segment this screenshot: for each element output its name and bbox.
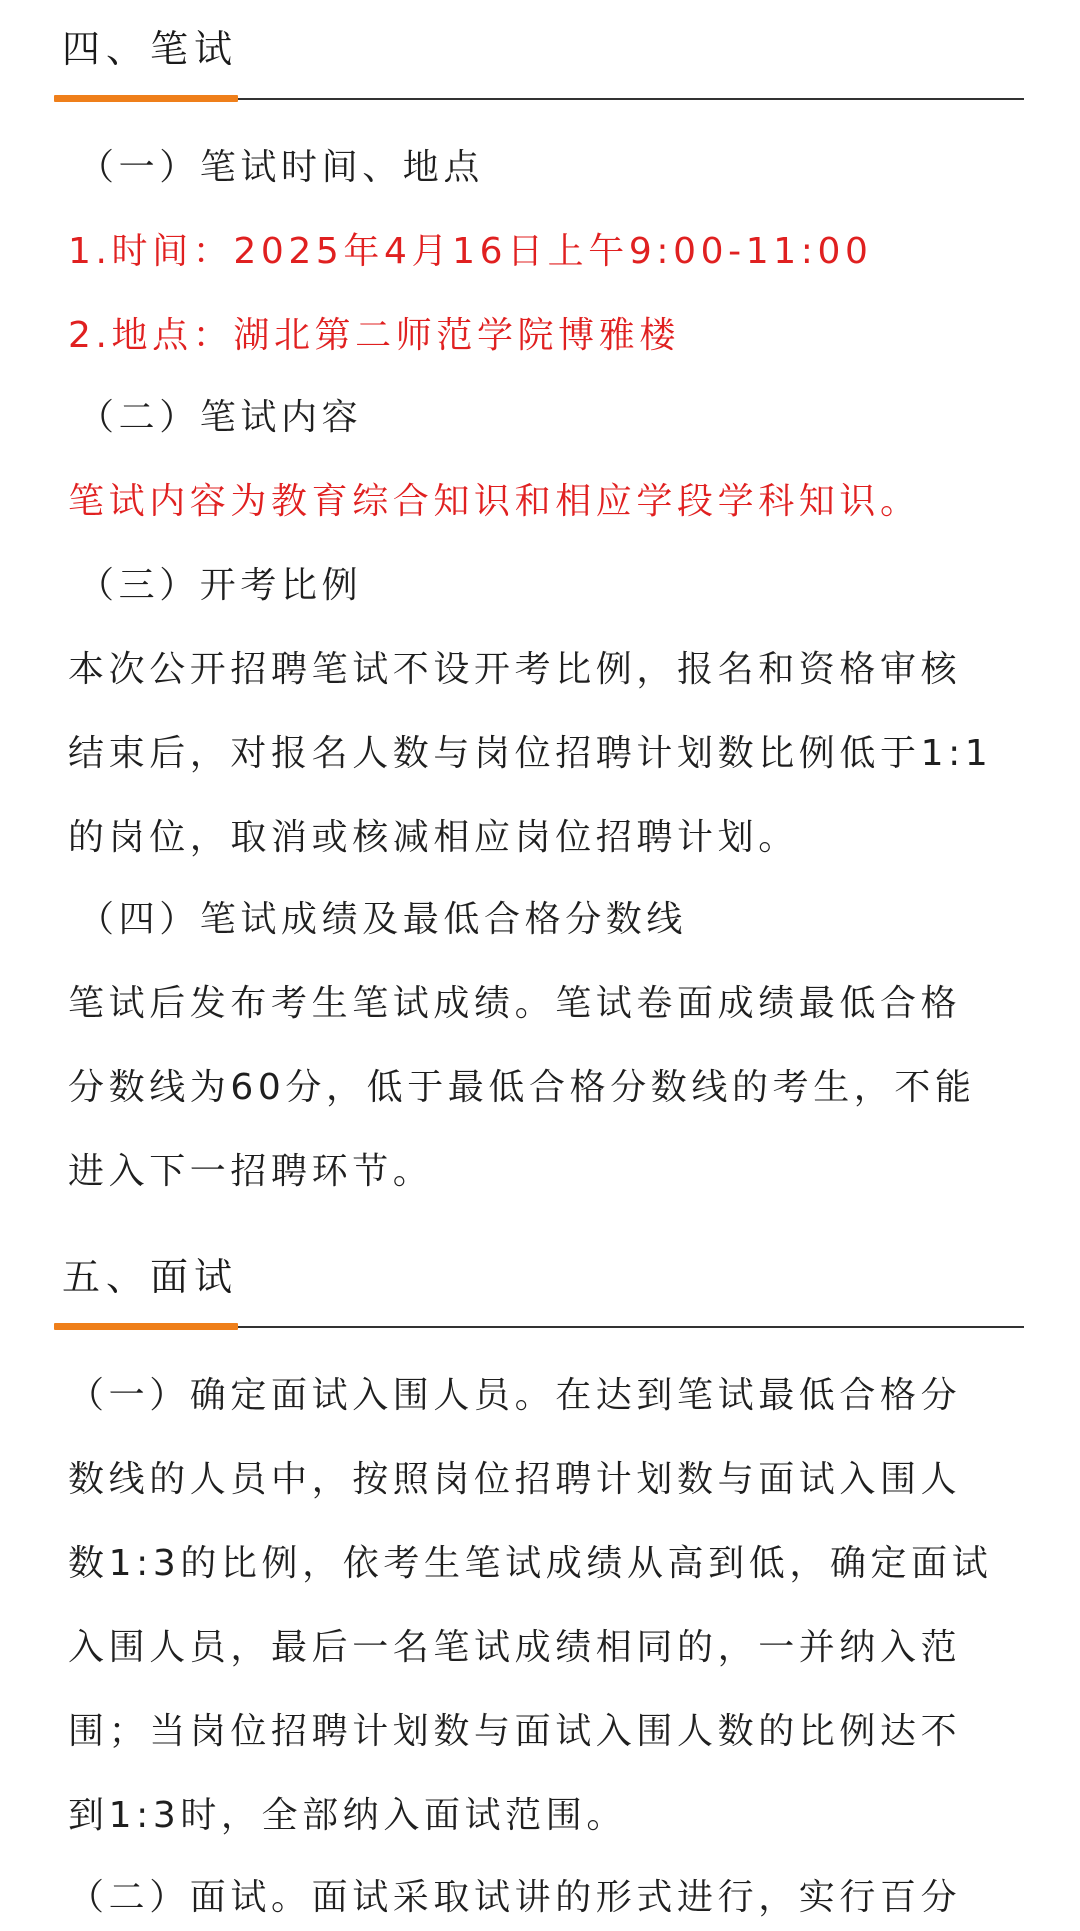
exam-content-line: 笔试内容为教育综合知识和相应学段学科知识。 (68, 481, 921, 522)
subheading-ratio: （三）开考比例 (78, 565, 363, 606)
paragraph-line: （一）确定面试入围人员。在达到笔试最低合格分 (68, 1375, 962, 1416)
paragraph-line: 本次公开招聘笔试不设开考比例，报名和资格审核 (68, 649, 962, 690)
exam-time-line: 1.时间：2025年4月16日上午9:00-11:00 (68, 231, 873, 272)
paragraph-line: 结束后，对报名人数与岗位招聘计划数比例低于1:1 (68, 733, 993, 774)
section-divider-accent (54, 1323, 238, 1330)
paragraph-line: 到1:3时，全部纳入面试范围。 (68, 1795, 627, 1836)
paragraph-line: 入围人员，最后一名笔试成绩相同的，一并纳入范 (68, 1627, 962, 1668)
paragraph-line: 围；当岗位招聘计划数与面试入围人数的比例达不 (68, 1711, 962, 1752)
section-title: 五、面试 (62, 1255, 239, 1299)
paragraph-line: 数线的人员中，按照岗位招聘计划数与面试入围人 (68, 1459, 962, 1500)
paragraph-line: 进入下一招聘环节。 (68, 1151, 434, 1192)
exam-place-line: 2.地点：湖北第二师范学院博雅楼 (68, 315, 680, 356)
paragraph-line: 的岗位，取消或核减相应岗位招聘计划。 (68, 817, 799, 858)
subheading-score: （四）笔试成绩及最低合格分数线 (78, 899, 688, 940)
paragraph-line: 笔试后发布考生笔试成绩。笔试卷面成绩最低合格 (68, 983, 962, 1024)
section-header-interview (54, 1255, 1024, 1330)
section-title: 四、笔试 (62, 27, 239, 71)
paragraph-line: （二）面试。面试采取试讲的形式进行，实行百分 (68, 1877, 962, 1918)
subheading-time-place: （一）笔试时间、地点 (78, 147, 485, 188)
paragraph-line: 分数线为60分，低于最低合格分数线的考生，不能 (68, 1067, 976, 1108)
subheading-content: （二）笔试内容 (78, 397, 363, 438)
section-divider-accent (54, 95, 238, 102)
section-header-written-exam (54, 27, 1024, 102)
paragraph-line: 数1:3的比例，依考生笔试成绩从高到低，确定面试 (68, 1543, 993, 1584)
